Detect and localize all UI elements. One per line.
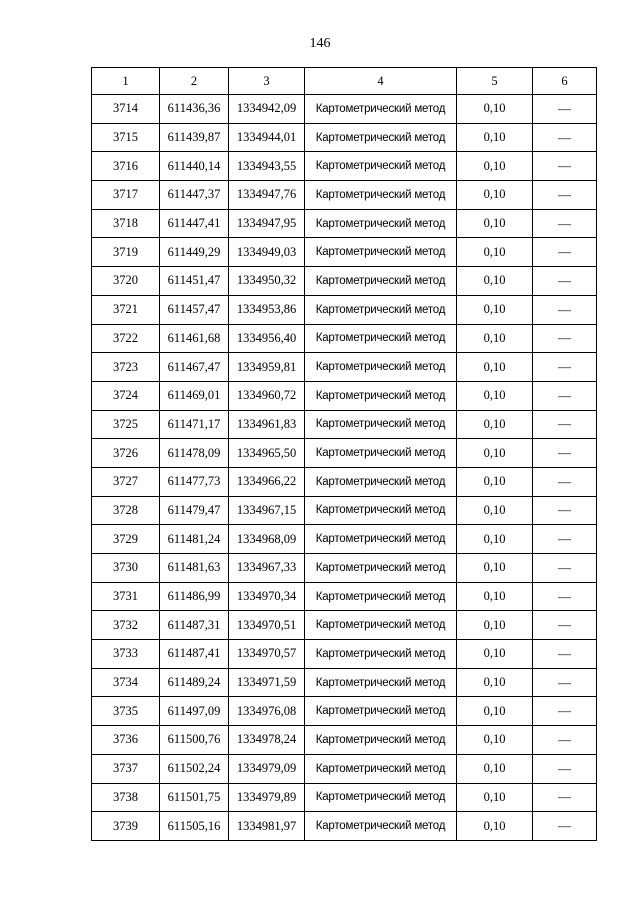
point-number-cell: 3733 — [92, 640, 160, 669]
method-cell: Картометрический метод — [305, 209, 457, 238]
accuracy-cell: 0,10 — [457, 783, 533, 812]
point-number-cell: 3714 — [92, 95, 160, 124]
point-number-cell: 3725 — [92, 410, 160, 439]
note-cell: — — [533, 238, 597, 267]
point-number-cell: 3719 — [92, 238, 160, 267]
column-header: 1 — [92, 68, 160, 95]
column-header: 2 — [160, 68, 229, 95]
x-coordinate-cell: 611451,47 — [160, 267, 229, 296]
accuracy-cell: 0,10 — [457, 582, 533, 611]
y-coordinate-cell: 1334979,89 — [229, 783, 305, 812]
x-coordinate-cell: 611479,47 — [160, 496, 229, 525]
table-row — [92, 640, 597, 669]
x-coordinate-cell: 611447,37 — [160, 181, 229, 210]
method-cell: Картометрический метод — [305, 697, 457, 726]
table-row — [92, 353, 597, 382]
x-coordinate-cell: 611478,09 — [160, 439, 229, 468]
table-row — [92, 123, 597, 152]
table-row — [92, 783, 597, 812]
note-cell: — — [533, 381, 597, 410]
method-cell: Картометрический метод — [305, 783, 457, 812]
y-coordinate-cell: 1334960,72 — [229, 381, 305, 410]
table-row — [92, 496, 597, 525]
point-number-cell: 3728 — [92, 496, 160, 525]
x-coordinate-cell: 611477,73 — [160, 467, 229, 496]
point-number-cell: 3735 — [92, 697, 160, 726]
note-cell: — — [533, 410, 597, 439]
note-cell: — — [533, 525, 597, 554]
table-row — [92, 295, 597, 324]
table-row — [92, 410, 597, 439]
point-number-cell: 3730 — [92, 554, 160, 583]
coordinates-table — [91, 67, 597, 841]
point-number-cell: 3739 — [92, 812, 160, 841]
table-row — [92, 582, 597, 611]
point-number-cell: 3722 — [92, 324, 160, 353]
table-row — [92, 95, 597, 124]
method-cell: Картометрический метод — [305, 123, 457, 152]
method-cell: Картометрический метод — [305, 267, 457, 296]
y-coordinate-cell: 1334968,09 — [229, 525, 305, 554]
note-cell: — — [533, 467, 597, 496]
y-coordinate-cell: 1334942,09 — [229, 95, 305, 124]
y-coordinate-cell: 1334966,22 — [229, 467, 305, 496]
x-coordinate-cell: 611467,47 — [160, 353, 229, 382]
note-cell: — — [533, 640, 597, 669]
x-coordinate-cell: 611471,17 — [160, 410, 229, 439]
accuracy-cell: 0,10 — [457, 324, 533, 353]
point-number-cell: 3734 — [92, 668, 160, 697]
method-cell: Картометрический метод — [305, 295, 457, 324]
y-coordinate-cell: 1334970,34 — [229, 582, 305, 611]
method-cell: Картометрический метод — [305, 152, 457, 181]
method-cell: Картометрический метод — [305, 353, 457, 382]
method-cell: Картометрический метод — [305, 754, 457, 783]
x-coordinate-cell: 611447,41 — [160, 209, 229, 238]
method-cell: Картометрический метод — [305, 640, 457, 669]
accuracy-cell: 0,10 — [457, 668, 533, 697]
table-row — [92, 668, 597, 697]
method-cell: Картометрический метод — [305, 439, 457, 468]
column-header: 4 — [305, 68, 457, 95]
x-coordinate-cell: 611469,01 — [160, 381, 229, 410]
table-row — [92, 754, 597, 783]
x-coordinate-cell: 611487,31 — [160, 611, 229, 640]
point-number-cell: 3720 — [92, 267, 160, 296]
accuracy-cell: 0,10 — [457, 238, 533, 267]
accuracy-cell: 0,10 — [457, 410, 533, 439]
method-cell: Картометрический метод — [305, 238, 457, 267]
y-coordinate-cell: 1334976,08 — [229, 697, 305, 726]
column-header: 6 — [533, 68, 597, 95]
note-cell: — — [533, 582, 597, 611]
table-header-row — [92, 68, 597, 95]
accuracy-cell: 0,10 — [457, 181, 533, 210]
note-cell: — — [533, 812, 597, 841]
accuracy-cell: 0,10 — [457, 726, 533, 755]
x-coordinate-cell: 611440,14 — [160, 152, 229, 181]
x-coordinate-cell: 611439,87 — [160, 123, 229, 152]
note-cell: — — [533, 783, 597, 812]
point-number-cell: 3732 — [92, 611, 160, 640]
note-cell: — — [533, 439, 597, 468]
table-row — [92, 525, 597, 554]
method-cell: Картометрический метод — [305, 726, 457, 755]
y-coordinate-cell: 1334959,81 — [229, 353, 305, 382]
x-coordinate-cell: 611449,29 — [160, 238, 229, 267]
table-row — [92, 812, 597, 841]
table-row — [92, 181, 597, 210]
accuracy-cell: 0,10 — [457, 95, 533, 124]
accuracy-cell: 0,10 — [457, 209, 533, 238]
y-coordinate-cell: 1334978,24 — [229, 726, 305, 755]
method-cell: Картометрический метод — [305, 324, 457, 353]
point-number-cell: 3738 — [92, 783, 160, 812]
column-header: 3 — [229, 68, 305, 95]
table-body — [92, 95, 597, 841]
note-cell: — — [533, 353, 597, 382]
table-row — [92, 267, 597, 296]
y-coordinate-cell: 1334953,86 — [229, 295, 305, 324]
point-number-cell: 3736 — [92, 726, 160, 755]
accuracy-cell: 0,10 — [457, 467, 533, 496]
note-cell: — — [533, 152, 597, 181]
point-number-cell: 3721 — [92, 295, 160, 324]
note-cell: — — [533, 668, 597, 697]
point-number-cell: 3724 — [92, 381, 160, 410]
x-coordinate-cell: 611505,16 — [160, 812, 229, 841]
note-cell: — — [533, 754, 597, 783]
accuracy-cell: 0,10 — [457, 267, 533, 296]
table-row — [92, 697, 597, 726]
point-number-cell: 3717 — [92, 181, 160, 210]
y-coordinate-cell: 1334971,59 — [229, 668, 305, 697]
table-row — [92, 439, 597, 468]
method-cell: Картометрический метод — [305, 181, 457, 210]
point-number-cell: 3726 — [92, 439, 160, 468]
point-number-cell: 3729 — [92, 525, 160, 554]
y-coordinate-cell: 1334961,83 — [229, 410, 305, 439]
accuracy-cell: 0,10 — [457, 381, 533, 410]
point-number-cell: 3716 — [92, 152, 160, 181]
y-coordinate-cell: 1334944,01 — [229, 123, 305, 152]
y-coordinate-cell: 1334965,50 — [229, 439, 305, 468]
x-coordinate-cell: 611500,76 — [160, 726, 229, 755]
x-coordinate-cell: 611501,75 — [160, 783, 229, 812]
y-coordinate-cell: 1334950,32 — [229, 267, 305, 296]
note-cell: — — [533, 181, 597, 210]
note-cell: — — [533, 95, 597, 124]
y-coordinate-cell: 1334947,95 — [229, 209, 305, 238]
table-row — [92, 726, 597, 755]
accuracy-cell: 0,10 — [457, 754, 533, 783]
accuracy-cell: 0,10 — [457, 697, 533, 726]
accuracy-cell: 0,10 — [457, 525, 533, 554]
method-cell: Картометрический метод — [305, 381, 457, 410]
table-row — [92, 238, 597, 267]
x-coordinate-cell: 611487,41 — [160, 640, 229, 669]
y-coordinate-cell: 1334956,40 — [229, 324, 305, 353]
method-cell: Картометрический метод — [305, 410, 457, 439]
accuracy-cell: 0,10 — [457, 611, 533, 640]
y-coordinate-cell: 1334949,03 — [229, 238, 305, 267]
accuracy-cell: 0,10 — [457, 640, 533, 669]
method-cell: Картометрический метод — [305, 496, 457, 525]
accuracy-cell: 0,10 — [457, 152, 533, 181]
note-cell: — — [533, 267, 597, 296]
accuracy-cell: 0,10 — [457, 554, 533, 583]
x-coordinate-cell: 611502,24 — [160, 754, 229, 783]
accuracy-cell: 0,10 — [457, 295, 533, 324]
note-cell: — — [533, 496, 597, 525]
x-coordinate-cell: 611481,63 — [160, 554, 229, 583]
x-coordinate-cell: 611436,36 — [160, 95, 229, 124]
y-coordinate-cell: 1334943,55 — [229, 152, 305, 181]
method-cell: Картометрический метод — [305, 582, 457, 611]
table-row — [92, 554, 597, 583]
page-number: 146 — [309, 36, 331, 51]
note-cell: — — [533, 611, 597, 640]
method-cell: Картометрический метод — [305, 611, 457, 640]
y-coordinate-cell: 1334981,97 — [229, 812, 305, 841]
column-header: 5 — [457, 68, 533, 95]
table-row — [92, 467, 597, 496]
method-cell: Картометрический метод — [305, 525, 457, 554]
y-coordinate-cell: 1334970,51 — [229, 611, 305, 640]
point-number-cell: 3715 — [92, 123, 160, 152]
method-cell: Картометрический метод — [305, 467, 457, 496]
note-cell: — — [533, 295, 597, 324]
x-coordinate-cell: 611461,68 — [160, 324, 229, 353]
x-coordinate-cell: 611497,09 — [160, 697, 229, 726]
x-coordinate-cell: 611481,24 — [160, 525, 229, 554]
method-cell: Картометрический метод — [305, 554, 457, 583]
table-row — [92, 324, 597, 353]
note-cell: — — [533, 209, 597, 238]
method-cell: Картометрический метод — [305, 668, 457, 697]
note-cell: — — [533, 726, 597, 755]
note-cell: — — [533, 697, 597, 726]
y-coordinate-cell: 1334970,57 — [229, 640, 305, 669]
note-cell: — — [533, 554, 597, 583]
y-coordinate-cell: 1334967,33 — [229, 554, 305, 583]
accuracy-cell: 0,10 — [457, 439, 533, 468]
point-number-cell: 3737 — [92, 754, 160, 783]
y-coordinate-cell: 1334947,76 — [229, 181, 305, 210]
note-cell: — — [533, 324, 597, 353]
x-coordinate-cell: 611457,47 — [160, 295, 229, 324]
table-row — [92, 152, 597, 181]
method-cell: Картометрический метод — [305, 95, 457, 124]
accuracy-cell: 0,10 — [457, 353, 533, 382]
table-row — [92, 381, 597, 410]
table-row — [92, 611, 597, 640]
accuracy-cell: 0,10 — [457, 496, 533, 525]
point-number-cell: 3727 — [92, 467, 160, 496]
method-cell: Картометрический метод — [305, 812, 457, 841]
accuracy-cell: 0,10 — [457, 812, 533, 841]
accuracy-cell: 0,10 — [457, 123, 533, 152]
y-coordinate-cell: 1334967,15 — [229, 496, 305, 525]
note-cell: — — [533, 123, 597, 152]
point-number-cell: 3718 — [92, 209, 160, 238]
table-row — [92, 209, 597, 238]
point-number-cell: 3731 — [92, 582, 160, 611]
point-number-cell: 3723 — [92, 353, 160, 382]
y-coordinate-cell: 1334979,09 — [229, 754, 305, 783]
x-coordinate-cell: 611489,24 — [160, 668, 229, 697]
x-coordinate-cell: 611486,99 — [160, 582, 229, 611]
